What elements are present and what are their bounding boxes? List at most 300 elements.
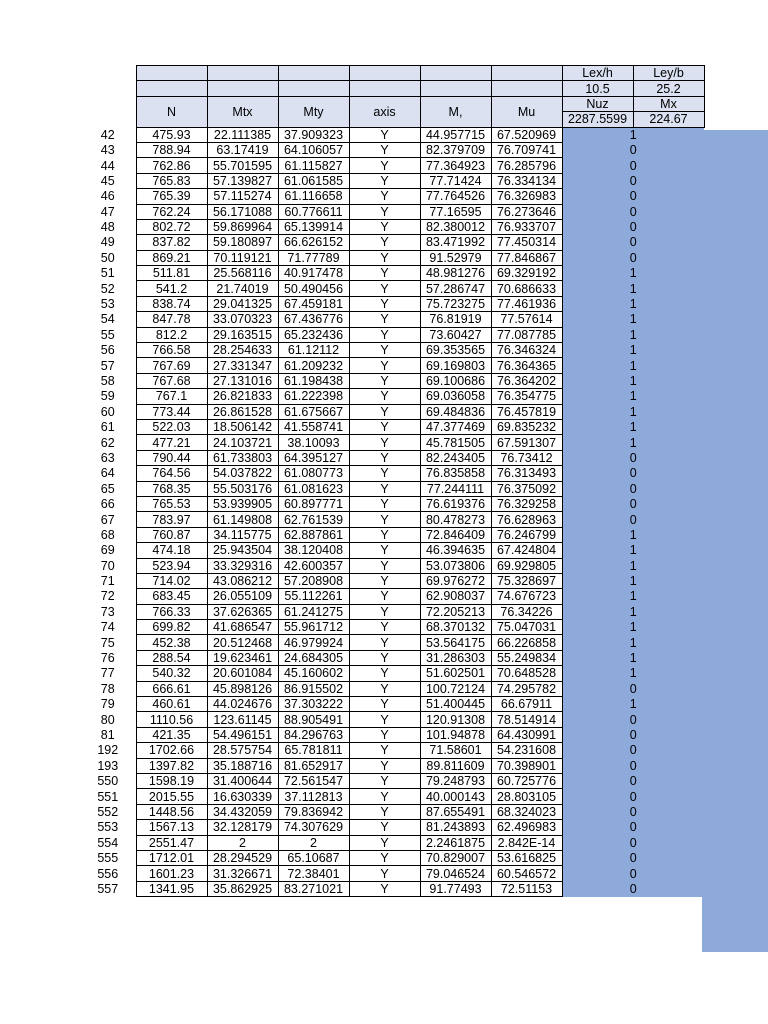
cell-axis[interactable]: Y [349,250,420,265]
cell-m[interactable]: 51.602501 [420,666,491,681]
cell-mty[interactable]: 61.115827 [278,158,349,173]
cell-check[interactable]: 0 [562,804,704,819]
empty-cell[interactable] [136,66,207,81]
cell-axis[interactable]: Y [349,697,420,712]
cell-mtx[interactable]: 27.131016 [207,373,278,388]
cell-mu[interactable]: 74.676723 [491,589,562,604]
cell-n[interactable]: 540.32 [136,666,207,681]
cell-check[interactable]: 1 [562,697,704,712]
cell-m[interactable]: 45.781505 [420,435,491,450]
cell-mty[interactable]: 67.436776 [278,312,349,327]
cell-check[interactable]: 0 [562,466,704,481]
column-header-axis[interactable]: axis [349,96,420,127]
cell-mu[interactable]: 55.249834 [491,650,562,665]
cell-mty[interactable]: 37.909323 [278,127,349,142]
cell-axis[interactable]: Y [349,481,420,496]
cell-mu[interactable]: 70.398901 [491,758,562,773]
cell-check[interactable]: 0 [562,204,704,219]
cell-axis[interactable]: Y [349,127,420,142]
cell-mtx[interactable]: 41.686547 [207,620,278,635]
cell-mtx[interactable]: 31.326671 [207,866,278,881]
cell-axis[interactable]: Y [349,820,420,835]
cell-m[interactable]: 44.957715 [420,127,491,142]
empty-cell[interactable] [420,66,491,81]
cell-n[interactable]: 1601.23 [136,866,207,881]
cell-mty[interactable]: 65.232436 [278,327,349,342]
cell-m[interactable]: 48.981276 [420,266,491,281]
cell-m[interactable]: 77.764526 [420,189,491,204]
cell-n[interactable]: 1341.95 [136,881,207,896]
cell-n[interactable]: 714.02 [136,573,207,588]
cell-axis[interactable]: Y [349,666,420,681]
cell-n[interactable]: 1397.82 [136,758,207,773]
cell-mtx[interactable]: 27.331347 [207,358,278,373]
cell-mu[interactable]: 77.087785 [491,327,562,342]
cell-mty[interactable]: 72.561547 [278,773,349,788]
cell-mu[interactable]: 76.246799 [491,527,562,542]
cell-mu[interactable]: 76.329258 [491,496,562,511]
cell-mtx[interactable]: 18.506142 [207,419,278,434]
cell-mu[interactable]: 67.591307 [491,435,562,450]
empty-cell[interactable] [278,81,349,96]
cell-m[interactable]: 57.286747 [420,281,491,296]
cell-axis[interactable]: Y [349,296,420,311]
cell-mu[interactable]: 64.430991 [491,727,562,742]
cell-n[interactable]: 838.74 [136,296,207,311]
cell-check[interactable]: 1 [562,266,704,281]
cell-check[interactable]: 0 [562,820,704,835]
cell-mu[interactable]: 77.450314 [491,235,562,250]
cell-mty[interactable]: 61.080773 [278,466,349,481]
cell-mu[interactable]: 67.424804 [491,543,562,558]
cell-check[interactable]: 1 [562,573,704,588]
cell-axis[interactable]: Y [349,358,420,373]
cell-check[interactable]: 1 [562,312,704,327]
cell-axis[interactable]: Y [349,773,420,788]
cell-mtx[interactable]: 26.861528 [207,404,278,419]
cell-m[interactable]: 81.243893 [420,820,491,835]
cell-mty[interactable]: 50.490456 [278,281,349,296]
cell-mu[interactable]: 76.457819 [491,404,562,419]
cell-check[interactable]: 0 [562,235,704,250]
cell-mty[interactable]: 61.198438 [278,373,349,388]
cell-mty[interactable]: 86.915502 [278,681,349,696]
cell-mty[interactable]: 40.917478 [278,266,349,281]
cell-mty[interactable]: 67.459181 [278,296,349,311]
ley-b-value-cell[interactable]: 25.2 [633,81,704,96]
cell-mtx[interactable]: 29.041325 [207,296,278,311]
cell-m[interactable]: 80.478273 [420,512,491,527]
cell-axis[interactable]: Y [349,158,420,173]
cell-check[interactable]: 1 [562,527,704,542]
cell-check[interactable]: 1 [562,419,704,434]
cell-mtx[interactable]: 54.496151 [207,727,278,742]
cell-check[interactable]: 0 [562,250,704,265]
cell-mtx[interactable]: 20.601084 [207,666,278,681]
cell-mu[interactable]: 76.326983 [491,189,562,204]
cell-mty[interactable]: 38.120408 [278,543,349,558]
cell-mty[interactable]: 64.106057 [278,142,349,157]
cell-mu[interactable]: 69.329192 [491,266,562,281]
cell-check[interactable]: 1 [562,327,704,342]
cell-mu[interactable]: 76.285796 [491,158,562,173]
cell-mtx[interactable]: 63.17419 [207,142,278,157]
cell-mu[interactable]: 69.835232 [491,419,562,434]
cell-mty[interactable]: 66.626152 [278,235,349,250]
cell-n[interactable]: 766.58 [136,343,207,358]
cell-m[interactable]: 76.81919 [420,312,491,327]
cell-n[interactable]: 452.38 [136,635,207,650]
cell-mtx[interactable]: 55.701595 [207,158,278,173]
cell-n[interactable]: 460.61 [136,697,207,712]
empty-cell[interactable] [207,81,278,96]
cell-m[interactable]: 72.205213 [420,604,491,619]
cell-n[interactable]: 765.39 [136,189,207,204]
cell-n[interactable]: 1702.66 [136,743,207,758]
cell-mty[interactable]: 65.10687 [278,850,349,865]
cell-check[interactable]: 1 [562,589,704,604]
cell-mtx[interactable]: 20.512468 [207,635,278,650]
ley-b-label-cell[interactable]: Ley/b [633,66,704,81]
empty-cell[interactable] [349,66,420,81]
cell-check[interactable]: 1 [562,373,704,388]
cell-mtx[interactable]: 26.821833 [207,389,278,404]
cell-axis[interactable]: Y [349,281,420,296]
cell-m[interactable]: 120.91308 [420,712,491,727]
cell-n[interactable]: 2015.55 [136,789,207,804]
cell-axis[interactable]: Y [349,850,420,865]
cell-axis[interactable]: Y [349,327,420,342]
cell-m[interactable]: 69.100686 [420,373,491,388]
cell-mu[interactable]: 60.725776 [491,773,562,788]
cell-mu[interactable]: 77.846867 [491,250,562,265]
cell-n[interactable]: 847.78 [136,312,207,327]
cell-mty[interactable]: 79.836942 [278,804,349,819]
cell-axis[interactable]: Y [349,573,420,588]
cell-mty[interactable]: 37.112813 [278,789,349,804]
cell-mu[interactable]: 76.364202 [491,373,562,388]
cell-mu[interactable]: 76.364365 [491,358,562,373]
cell-n[interactable]: 1598.19 [136,773,207,788]
cell-mu[interactable]: 76.346324 [491,343,562,358]
cell-n[interactable]: 2551.47 [136,835,207,850]
cell-mu[interactable]: 75.047031 [491,620,562,635]
cell-check[interactable]: 0 [562,850,704,865]
cell-n[interactable]: 474.18 [136,543,207,558]
cell-mu[interactable]: 76.73412 [491,450,562,465]
cell-mtx[interactable]: 29.163515 [207,327,278,342]
cell-check[interactable]: 0 [562,881,704,896]
cell-mtx[interactable]: 70.119121 [207,250,278,265]
cell-n[interactable]: 765.53 [136,496,207,511]
cell-m[interactable]: 77.71424 [420,173,491,188]
column-header-mty[interactable]: Mty [278,96,349,127]
cell-mtx[interactable]: 123.61145 [207,712,278,727]
cell-mty[interactable]: 61.081623 [278,481,349,496]
column-header-n[interactable]: N [136,96,207,127]
cell-check[interactable]: 0 [562,496,704,511]
cell-check[interactable]: 0 [562,450,704,465]
cell-n[interactable]: 765.83 [136,173,207,188]
cell-mtx[interactable]: 59.869964 [207,219,278,234]
cell-mu[interactable]: 53.616825 [491,850,562,865]
cell-mtx[interactable]: 56.171088 [207,204,278,219]
cell-mu[interactable]: 54.231608 [491,743,562,758]
lex-h-value-cell[interactable]: 10.5 [562,81,633,96]
cell-mty[interactable]: 61.222398 [278,389,349,404]
cell-n[interactable]: 768.35 [136,481,207,496]
cell-mtx[interactable]: 16.630339 [207,789,278,804]
cell-check[interactable]: 0 [562,173,704,188]
cell-mty[interactable]: 46.979924 [278,635,349,650]
cell-m[interactable]: 70.829007 [420,850,491,865]
cell-axis[interactable]: Y [349,558,420,573]
cell-mty[interactable]: 60.776611 [278,204,349,219]
cell-n[interactable]: 760.87 [136,527,207,542]
cell-axis[interactable]: Y [349,512,420,527]
cell-axis[interactable]: Y [349,789,420,804]
empty-cell[interactable] [207,66,278,81]
cell-n[interactable]: 511.81 [136,266,207,281]
cell-m[interactable]: 53.073806 [420,558,491,573]
cell-n[interactable]: 837.82 [136,235,207,250]
cell-m[interactable]: 82.243405 [420,450,491,465]
cell-mu[interactable]: 76.709741 [491,142,562,157]
cell-axis[interactable]: Y [349,266,420,281]
cell-check[interactable]: 0 [562,681,704,696]
cell-mty[interactable]: 61.12112 [278,343,349,358]
cell-check[interactable]: 0 [562,512,704,527]
cell-axis[interactable]: Y [349,835,420,850]
cell-n[interactable]: 1567.13 [136,820,207,835]
cell-mty[interactable]: 83.271021 [278,881,349,896]
cell-n[interactable]: 869.21 [136,250,207,265]
cell-mty[interactable]: 74.307629 [278,820,349,835]
cell-n[interactable]: 683.45 [136,589,207,604]
cell-axis[interactable]: Y [349,866,420,881]
cell-n[interactable]: 766.33 [136,604,207,619]
cell-mu[interactable]: 75.328697 [491,573,562,588]
cell-m[interactable]: 76.835858 [420,466,491,481]
cell-mtx[interactable]: 34.115775 [207,527,278,542]
empty-cell[interactable] [136,81,207,96]
cell-m[interactable]: 79.248793 [420,773,491,788]
cell-mtx[interactable]: 28.575754 [207,743,278,758]
mx-value-cell[interactable]: 224.67 [633,112,704,127]
cell-n[interactable]: 288.54 [136,650,207,665]
cell-mu[interactable]: 28.803105 [491,789,562,804]
cell-axis[interactable]: Y [349,681,420,696]
cell-mty[interactable]: 37.303222 [278,697,349,712]
cell-axis[interactable]: Y [349,881,420,896]
cell-mtx[interactable]: 59.180897 [207,235,278,250]
cell-m[interactable]: 101.94878 [420,727,491,742]
cell-m[interactable]: 69.036058 [420,389,491,404]
cell-m[interactable]: 31.286303 [420,650,491,665]
cell-n[interactable]: 477.21 [136,435,207,450]
cell-n[interactable]: 762.24 [136,204,207,219]
cell-mty[interactable]: 60.897771 [278,496,349,511]
cell-mty[interactable]: 65.139914 [278,219,349,234]
cell-mtx[interactable]: 33.070323 [207,312,278,327]
cell-check[interactable]: 1 [562,404,704,419]
empty-cell[interactable] [349,81,420,96]
cell-check[interactable]: 1 [562,635,704,650]
cell-axis[interactable]: Y [349,589,420,604]
cell-m[interactable]: 62.908037 [420,589,491,604]
cell-mu[interactable]: 77.461936 [491,296,562,311]
cell-axis[interactable]: Y [349,235,420,250]
cell-axis[interactable]: Y [349,758,420,773]
column-header-m[interactable]: M, [420,96,491,127]
cell-check[interactable]: 1 [562,281,704,296]
cell-mtx[interactable]: 57.115274 [207,189,278,204]
cell-mty[interactable]: 88.905491 [278,712,349,727]
cell-check[interactable]: 0 [562,712,704,727]
cell-mty[interactable]: 2 [278,835,349,850]
cell-check[interactable]: 0 [562,189,704,204]
cell-m[interactable]: 73.60427 [420,327,491,342]
cell-mu[interactable]: 76.375092 [491,481,562,496]
cell-axis[interactable]: Y [349,204,420,219]
cell-check[interactable]: 0 [562,142,704,157]
cell-mtx[interactable]: 32.128179 [207,820,278,835]
cell-mu[interactable]: 68.324023 [491,804,562,819]
cell-n[interactable]: 788.94 [136,142,207,157]
cell-mu[interactable]: 70.686633 [491,281,562,296]
cell-m[interactable]: 46.394635 [420,543,491,558]
cell-mtx[interactable]: 54.037822 [207,466,278,481]
cell-mty[interactable]: 55.961712 [278,620,349,635]
cell-m[interactable]: 82.380012 [420,219,491,234]
cell-n[interactable]: 475.93 [136,127,207,142]
cell-m[interactable]: 69.976272 [420,573,491,588]
cell-m[interactable]: 89.811609 [420,758,491,773]
cell-axis[interactable]: Y [349,373,420,388]
cell-mty[interactable]: 62.761539 [278,512,349,527]
cell-mty[interactable]: 61.061585 [278,173,349,188]
cell-axis[interactable]: Y [349,404,420,419]
cell-mty[interactable]: 84.296763 [278,727,349,742]
cell-axis[interactable]: Y [349,189,420,204]
cell-check[interactable]: 1 [562,296,704,311]
cell-n[interactable]: 1110.56 [136,712,207,727]
cell-n[interactable]: 767.69 [136,358,207,373]
nuz-value-cell[interactable]: 2287.5599 [562,112,633,127]
cell-m[interactable]: 69.353565 [420,343,491,358]
cell-mtx[interactable]: 35.862925 [207,881,278,896]
cell-n[interactable]: 421.35 [136,727,207,742]
cell-check[interactable]: 1 [562,127,704,142]
cell-n[interactable]: 666.61 [136,681,207,696]
cell-mu[interactable]: 76.354775 [491,389,562,404]
cell-n[interactable]: 773.44 [136,404,207,419]
cell-mu[interactable]: 76.313493 [491,466,562,481]
lex-h-label-cell[interactable]: Lex/h [562,66,633,81]
cell-m[interactable]: 75.723275 [420,296,491,311]
cell-check[interactable]: 0 [562,789,704,804]
cell-axis[interactable]: Y [349,389,420,404]
cell-mtx[interactable]: 35.188716 [207,758,278,773]
cell-check[interactable]: 0 [562,219,704,234]
cell-check[interactable]: 0 [562,743,704,758]
cell-check[interactable]: 1 [562,666,704,681]
cell-n[interactable]: 812.2 [136,327,207,342]
cell-axis[interactable]: Y [349,804,420,819]
cell-n[interactable]: 783.97 [136,512,207,527]
cell-mtx[interactable]: 53.939905 [207,496,278,511]
cell-mtx[interactable]: 28.254633 [207,343,278,358]
cell-axis[interactable]: Y [349,650,420,665]
cell-m[interactable]: 71.58601 [420,743,491,758]
cell-mtx[interactable]: 44.024676 [207,697,278,712]
empty-cell[interactable] [491,81,562,96]
cell-m[interactable]: 68.370132 [420,620,491,635]
column-header-mu[interactable]: Mu [491,96,562,127]
cell-check[interactable]: 1 [562,358,704,373]
cell-mu[interactable]: 70.648528 [491,666,562,681]
cell-mu[interactable]: 76.933707 [491,219,562,234]
empty-cell[interactable] [420,81,491,96]
cell-m[interactable]: 100.72124 [420,681,491,696]
cell-n[interactable]: 522.03 [136,419,207,434]
empty-cell[interactable] [491,66,562,81]
cell-m[interactable]: 51.400445 [420,697,491,712]
cell-m[interactable]: 79.046524 [420,866,491,881]
cell-axis[interactable]: Y [349,496,420,511]
cell-axis[interactable]: Y [349,466,420,481]
cell-mtx[interactable]: 22.111385 [207,127,278,142]
cell-mtx[interactable]: 45.898126 [207,681,278,696]
cell-mty[interactable]: 62.887861 [278,527,349,542]
cell-mty[interactable]: 61.675667 [278,404,349,419]
cell-mu[interactable]: 62.496983 [491,820,562,835]
cell-check[interactable]: 1 [562,558,704,573]
cell-m[interactable]: 91.52979 [420,250,491,265]
cell-mu[interactable]: 60.546572 [491,866,562,881]
cell-axis[interactable]: Y [349,727,420,742]
cell-axis[interactable]: Y [349,712,420,727]
cell-axis[interactable]: Y [349,604,420,619]
cell-check[interactable]: 1 [562,435,704,450]
cell-mu[interactable]: 76.273646 [491,204,562,219]
cell-axis[interactable]: Y [349,173,420,188]
cell-mu[interactable]: 78.514914 [491,712,562,727]
cell-mu[interactable]: 69.929805 [491,558,562,573]
cell-n[interactable]: 767.1 [136,389,207,404]
cell-mtx[interactable]: 55.503176 [207,481,278,496]
cell-mu[interactable]: 66.226858 [491,635,562,650]
cell-mty[interactable]: 61.116658 [278,189,349,204]
cell-check[interactable]: 1 [562,650,704,665]
cell-mty[interactable]: 81.652917 [278,758,349,773]
cell-mtx[interactable]: 19.623461 [207,650,278,665]
cell-mty[interactable]: 72.38401 [278,866,349,881]
cell-n[interactable]: 523.94 [136,558,207,573]
cell-mtx[interactable]: 57.139827 [207,173,278,188]
cell-m[interactable]: 82.379709 [420,142,491,157]
cell-axis[interactable]: Y [349,435,420,450]
cell-check[interactable]: 0 [562,727,704,742]
cell-n[interactable]: 802.72 [136,219,207,234]
cell-check[interactable]: 0 [562,773,704,788]
cell-n[interactable]: 764.56 [136,466,207,481]
cell-m[interactable]: 69.484836 [420,404,491,419]
cell-mu[interactable]: 76.628963 [491,512,562,527]
cell-m[interactable]: 72.846409 [420,527,491,542]
cell-m[interactable]: 47.377469 [420,419,491,434]
cell-mty[interactable]: 61.241275 [278,604,349,619]
